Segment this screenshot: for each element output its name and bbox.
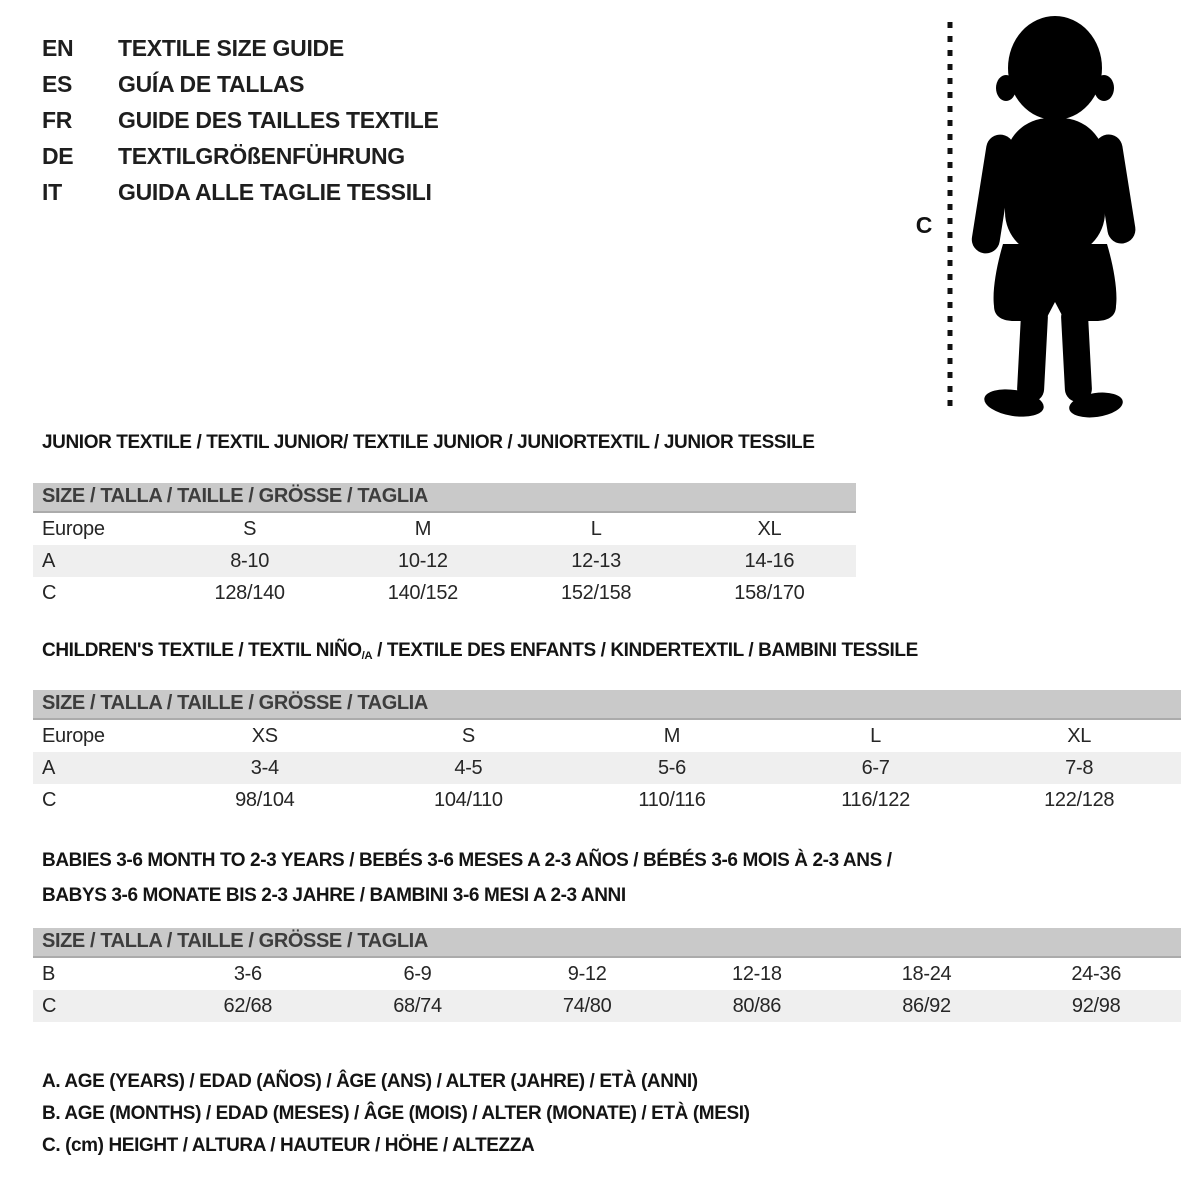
row-label: Europe <box>42 724 105 747</box>
height-value: 62/68 <box>223 994 273 1017</box>
legend-line-b: B. AGE (MONTHS) / EDAD (MESES) / ÂGE (MOIS) / ALTER (MONATE) / ETÀ (MESI) <box>42 1103 750 1124</box>
size-value: L <box>590 517 602 540</box>
age-value: 18-24 <box>901 962 952 985</box>
table-row-age <box>33 752 1181 784</box>
height-value: 122/128 <box>1044 788 1115 811</box>
child-height-figure <box>895 6 1165 422</box>
row-label: A <box>42 549 56 572</box>
size-value: XS <box>251 724 278 747</box>
age-value: 3-4 <box>250 756 279 779</box>
table-row-height <box>33 577 856 609</box>
row-label: Europe <box>42 517 105 540</box>
table-row-height <box>33 990 1181 1022</box>
guide-title-fr: GUIDE DES TAILLES TEXTILE <box>118 106 439 133</box>
legend-line-c: C. (cm) HEIGHT / ALTURA / HAUTEUR / HÖHE / ALTEZZA <box>42 1135 535 1156</box>
language-code: FR <box>42 106 73 133</box>
age-value: 14-16 <box>744 549 795 572</box>
age-value: 3-6 <box>233 962 262 985</box>
age-value: 8-10 <box>230 549 270 572</box>
height-value: 104/110 <box>434 788 503 811</box>
row-label: C <box>42 581 57 604</box>
height-value: 158/170 <box>734 581 805 604</box>
height-value: 116/122 <box>841 788 910 811</box>
babies-size-table <box>33 928 1181 1022</box>
toddler-silhouette-illustration <box>895 6 1165 422</box>
row-label: C <box>42 994 57 1017</box>
height-value: 140/152 <box>387 581 458 604</box>
language-row-en <box>42 30 439 66</box>
table-row-europe <box>33 513 856 545</box>
height-value: 86/92 <box>902 994 951 1017</box>
guide-title-de: TEXTILGRÖßENFÜHRUNG <box>118 142 405 169</box>
row-label: A <box>42 756 56 779</box>
row-label: B <box>42 962 56 985</box>
junior-size-table <box>33 483 856 609</box>
age-value: 6-9 <box>403 962 432 985</box>
toddler-silhouette <box>970 16 1138 421</box>
babies-heading-line1: BABIES 3-6 MONTH TO 2-3 YEARS / BEBÉS 3-6 MESES A 2-3 AÑOS / BÉBÉS 3-6 MOIS À 2-3 ANS / <box>42 850 892 871</box>
children-section-heading <box>42 640 918 662</box>
size-value: XL <box>757 517 782 540</box>
language-code: IT <box>42 178 62 205</box>
size-value: S <box>461 724 475 747</box>
age-value: 12-18 <box>732 962 782 985</box>
legend-line-a: A. AGE (YEARS) / EDAD (AÑOS) / ÂGE (ANS) / ALTER (JAHRE) / ETÀ (ANNI) <box>42 1071 698 1092</box>
guide-title-es: GUÍA DE TALLAS <box>118 70 305 97</box>
table-row-age-months <box>33 958 1181 990</box>
height-value: 98/104 <box>235 788 295 811</box>
table-row-europe <box>33 720 1181 752</box>
height-value: 68/74 <box>393 994 442 1017</box>
children-heading-rest: / TEXTILE DES ENFANTS / KINDERTEXTIL / BAMBINI TESSILE <box>372 640 918 661</box>
height-value: 152/158 <box>561 581 632 604</box>
language-code: EN <box>42 34 74 61</box>
height-value: 92/98 <box>1071 994 1121 1017</box>
age-value: 10-12 <box>398 549 448 572</box>
measure-legend <box>42 1066 750 1162</box>
language-code: ES <box>42 70 73 97</box>
babies-heading-line2: BABYS 3-6 MONATE BIS 2-3 JAHRE / BAMBINI 3-6 MESI A 2-3 ANNI <box>42 885 626 906</box>
babies-section-heading <box>42 843 892 913</box>
size-header-bar: SIZE / TALLA / TAILLE / GRÖSSE / TAGLIA <box>33 928 1181 958</box>
age-value: 4-5 <box>454 756 483 779</box>
size-value: XL <box>1067 724 1092 747</box>
language-row-it <box>42 174 439 210</box>
junior-section-heading: JUNIOR TEXTILE / TEXTIL JUNIOR/ TEXTILE JUNIOR / JUNIORTEXTIL / JUNIOR TESSILE <box>42 432 815 453</box>
age-value: 12-13 <box>571 549 621 572</box>
children-heading-main: CHILDREN'S TEXTILE / TEXTIL NIÑO <box>42 640 362 661</box>
children-size-table <box>33 690 1181 816</box>
height-value: 128/140 <box>214 581 285 604</box>
age-value: 5-6 <box>657 756 686 779</box>
table-row-age <box>33 545 856 577</box>
size-value: L <box>870 724 881 747</box>
guide-title-it: GUIDA ALLE TAGLIE TESSILI <box>118 178 432 205</box>
height-value: 110/116 <box>638 788 706 811</box>
children-heading-sub: /A <box>361 650 373 663</box>
language-row-fr <box>42 102 439 138</box>
height-value: 74/80 <box>562 994 612 1017</box>
size-value: M <box>663 724 681 747</box>
height-value: 80/86 <box>732 994 782 1017</box>
language-row-de <box>42 138 439 174</box>
language-row-es <box>42 66 439 102</box>
size-header-bar: SIZE / TALLA / TAILLE / GRÖSSE / TAGLIA <box>33 483 856 513</box>
guide-title-en: TEXTILE SIZE GUIDE <box>118 34 344 61</box>
size-header-bar: SIZE / TALLA / TAILLE / GRÖSSE / TAGLIA <box>33 690 1181 720</box>
age-value: 9-12 <box>567 962 607 985</box>
size-value: S <box>243 517 257 540</box>
measure-c-label: C <box>915 212 933 238</box>
language-code: DE <box>42 142 74 169</box>
age-value: 24-36 <box>1071 962 1122 985</box>
table-row-height <box>33 784 1181 816</box>
row-label: C <box>42 788 57 811</box>
language-title-list <box>42 30 439 210</box>
age-value: 6-7 <box>861 756 890 779</box>
size-value: M <box>414 517 432 540</box>
age-value: 7-8 <box>1065 756 1094 779</box>
